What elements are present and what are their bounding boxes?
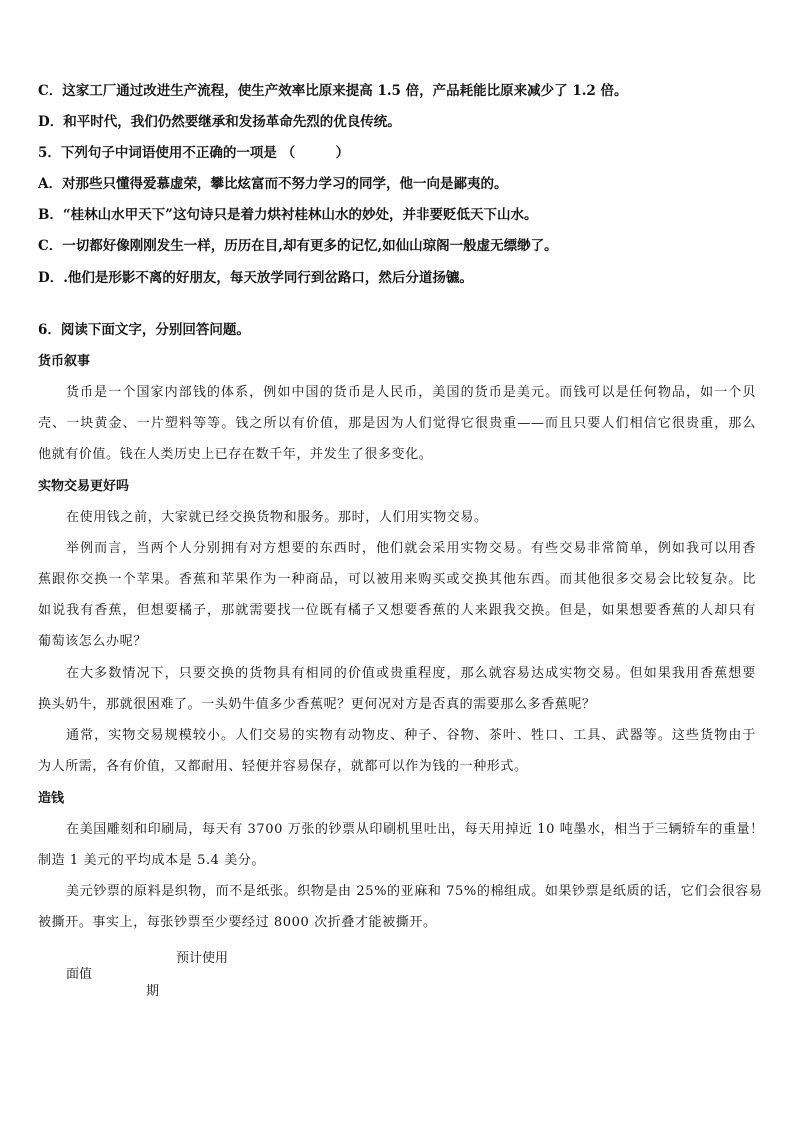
section-title-barter: 实物交易更好吗 [38,479,130,494]
paragraph-line: 蕉跟你交换一个苹果。香蕉和苹果作为一种商品，可以被用来购买或交换其他东西。而其他很多交易会比较复杂。比 [38,572,756,587]
q5-option-b: B．“桂林山水甲天下”这句诗只是着力烘衬桂林山水的妙处，并非要贬低天下山水。 [38,207,538,223]
paragraph-line: 换头奶牛，那就很困难了。一头奶牛值多少香蕉呢？更何况对方是否真的需要那么多香蕉呢？ [38,697,596,712]
question-5: 5．下列句子中词语使用不正确的一项是 （ ） [38,145,350,161]
q5-option-c: C．一切都好像刚刚发生一样，历历在目,却有更多的记忆,如仙山琼阁一般虚无缥缈了。 [38,238,558,254]
section-title-currency: 货币叙事 [38,354,91,369]
paragraph-line: 葡萄该怎么办呢？ [38,634,147,649]
table-header-expected-life-bottom: 期 [146,984,160,999]
paragraph-line: 为人所需，各有价值，又都耐用、轻便并容易保存，就都可以作为钱的一种形式。 [38,759,528,774]
paragraph-line: 在使用钱之前，大家就已经交换货物和服务。那时，人们用实物交易。 [66,510,488,525]
paragraph-line: 美元钞票的原料是织物，而不是纸张。织物是由 25%的亚麻和 75%的棉组成。如果钞票是纸质的话，它们会很容易 [66,884,763,899]
q5-option-a: A．对那些只懂得爱慕虚荣，攀比炫富而不努力学习的同学，他一向是鄙夷的。 [38,176,508,192]
paragraph-line: 在大多数情况下，只要交换的货物具有相同的价值或贵重程度，那么就容易达成实物交易。但如果我用香蕉想要 [66,666,756,681]
table-header-denomination: 面值 [66,967,93,982]
section-title-making-money: 造钱 [38,791,65,806]
paragraph-line: 货币是一个国家内部钱的体系，例如中国的货币是人民币，美国的货币是美元。而钱可以是任何物品，如一个贝 [66,385,756,400]
option-d-line: D．和平时代，我们仍然要继承和发扬革命先烈的优良传统。 [38,114,401,130]
paragraph-line: 举例而言，当两个人分别拥有对方想要的东西时，他们就会采用实物交易。有些交易非常简单，例如我可以用香 [66,541,756,556]
table-header-expected-life-top: 预计使用 [176,951,229,966]
question-6: 6．阅读下面文字，分别回答问题。 [38,322,250,338]
option-c-line: C．这家工厂通过改进生产流程，使生产效率比原来提高 1.5 倍，产品耗能比原来减少了 1.2 倍。 [38,83,628,99]
paragraph-line: 在美国雕刻和印刷局，每天有 3700 万张的钞票从印刷机里吐出，每天用掉近 10 吨墨水，相当于三辆轿车的重量！ [66,822,764,837]
paragraph-line: 如说我有香蕉，但想要橘子，那就需要找一位既有橘子又想要香蕉的人来跟我交换。但是，如果想要香蕉的人却只有 [38,603,756,618]
q5-option-d: D．.他们是形影不离的好朋友，每天放学同行到岔路口，然后分道扬镳。 [38,270,473,286]
paragraph-line: 被撕开。事实上，每张钞票至少要经过 8000 次折叠才能被撕开。 [38,915,437,930]
paragraph-line: 壳、一块黄金、一片塑料等等。钱之所以有价值，那是因为人们觉得它很贵重——而且只要人们相信它很贵重，那么 [38,416,756,431]
paragraph-line: 通常，实物交易规模较小。人们交易的实物有动物皮、种子、谷物、茶叶、牲口、工具、武器等。这些货物由于 [66,728,756,743]
paragraph-line: 制造 1 美元的平均成本是 5.4 美分。 [38,853,266,868]
paragraph-line: 他就有价值。钱在人类历史上已存在数千年，并发生了很多变化。 [38,447,433,462]
